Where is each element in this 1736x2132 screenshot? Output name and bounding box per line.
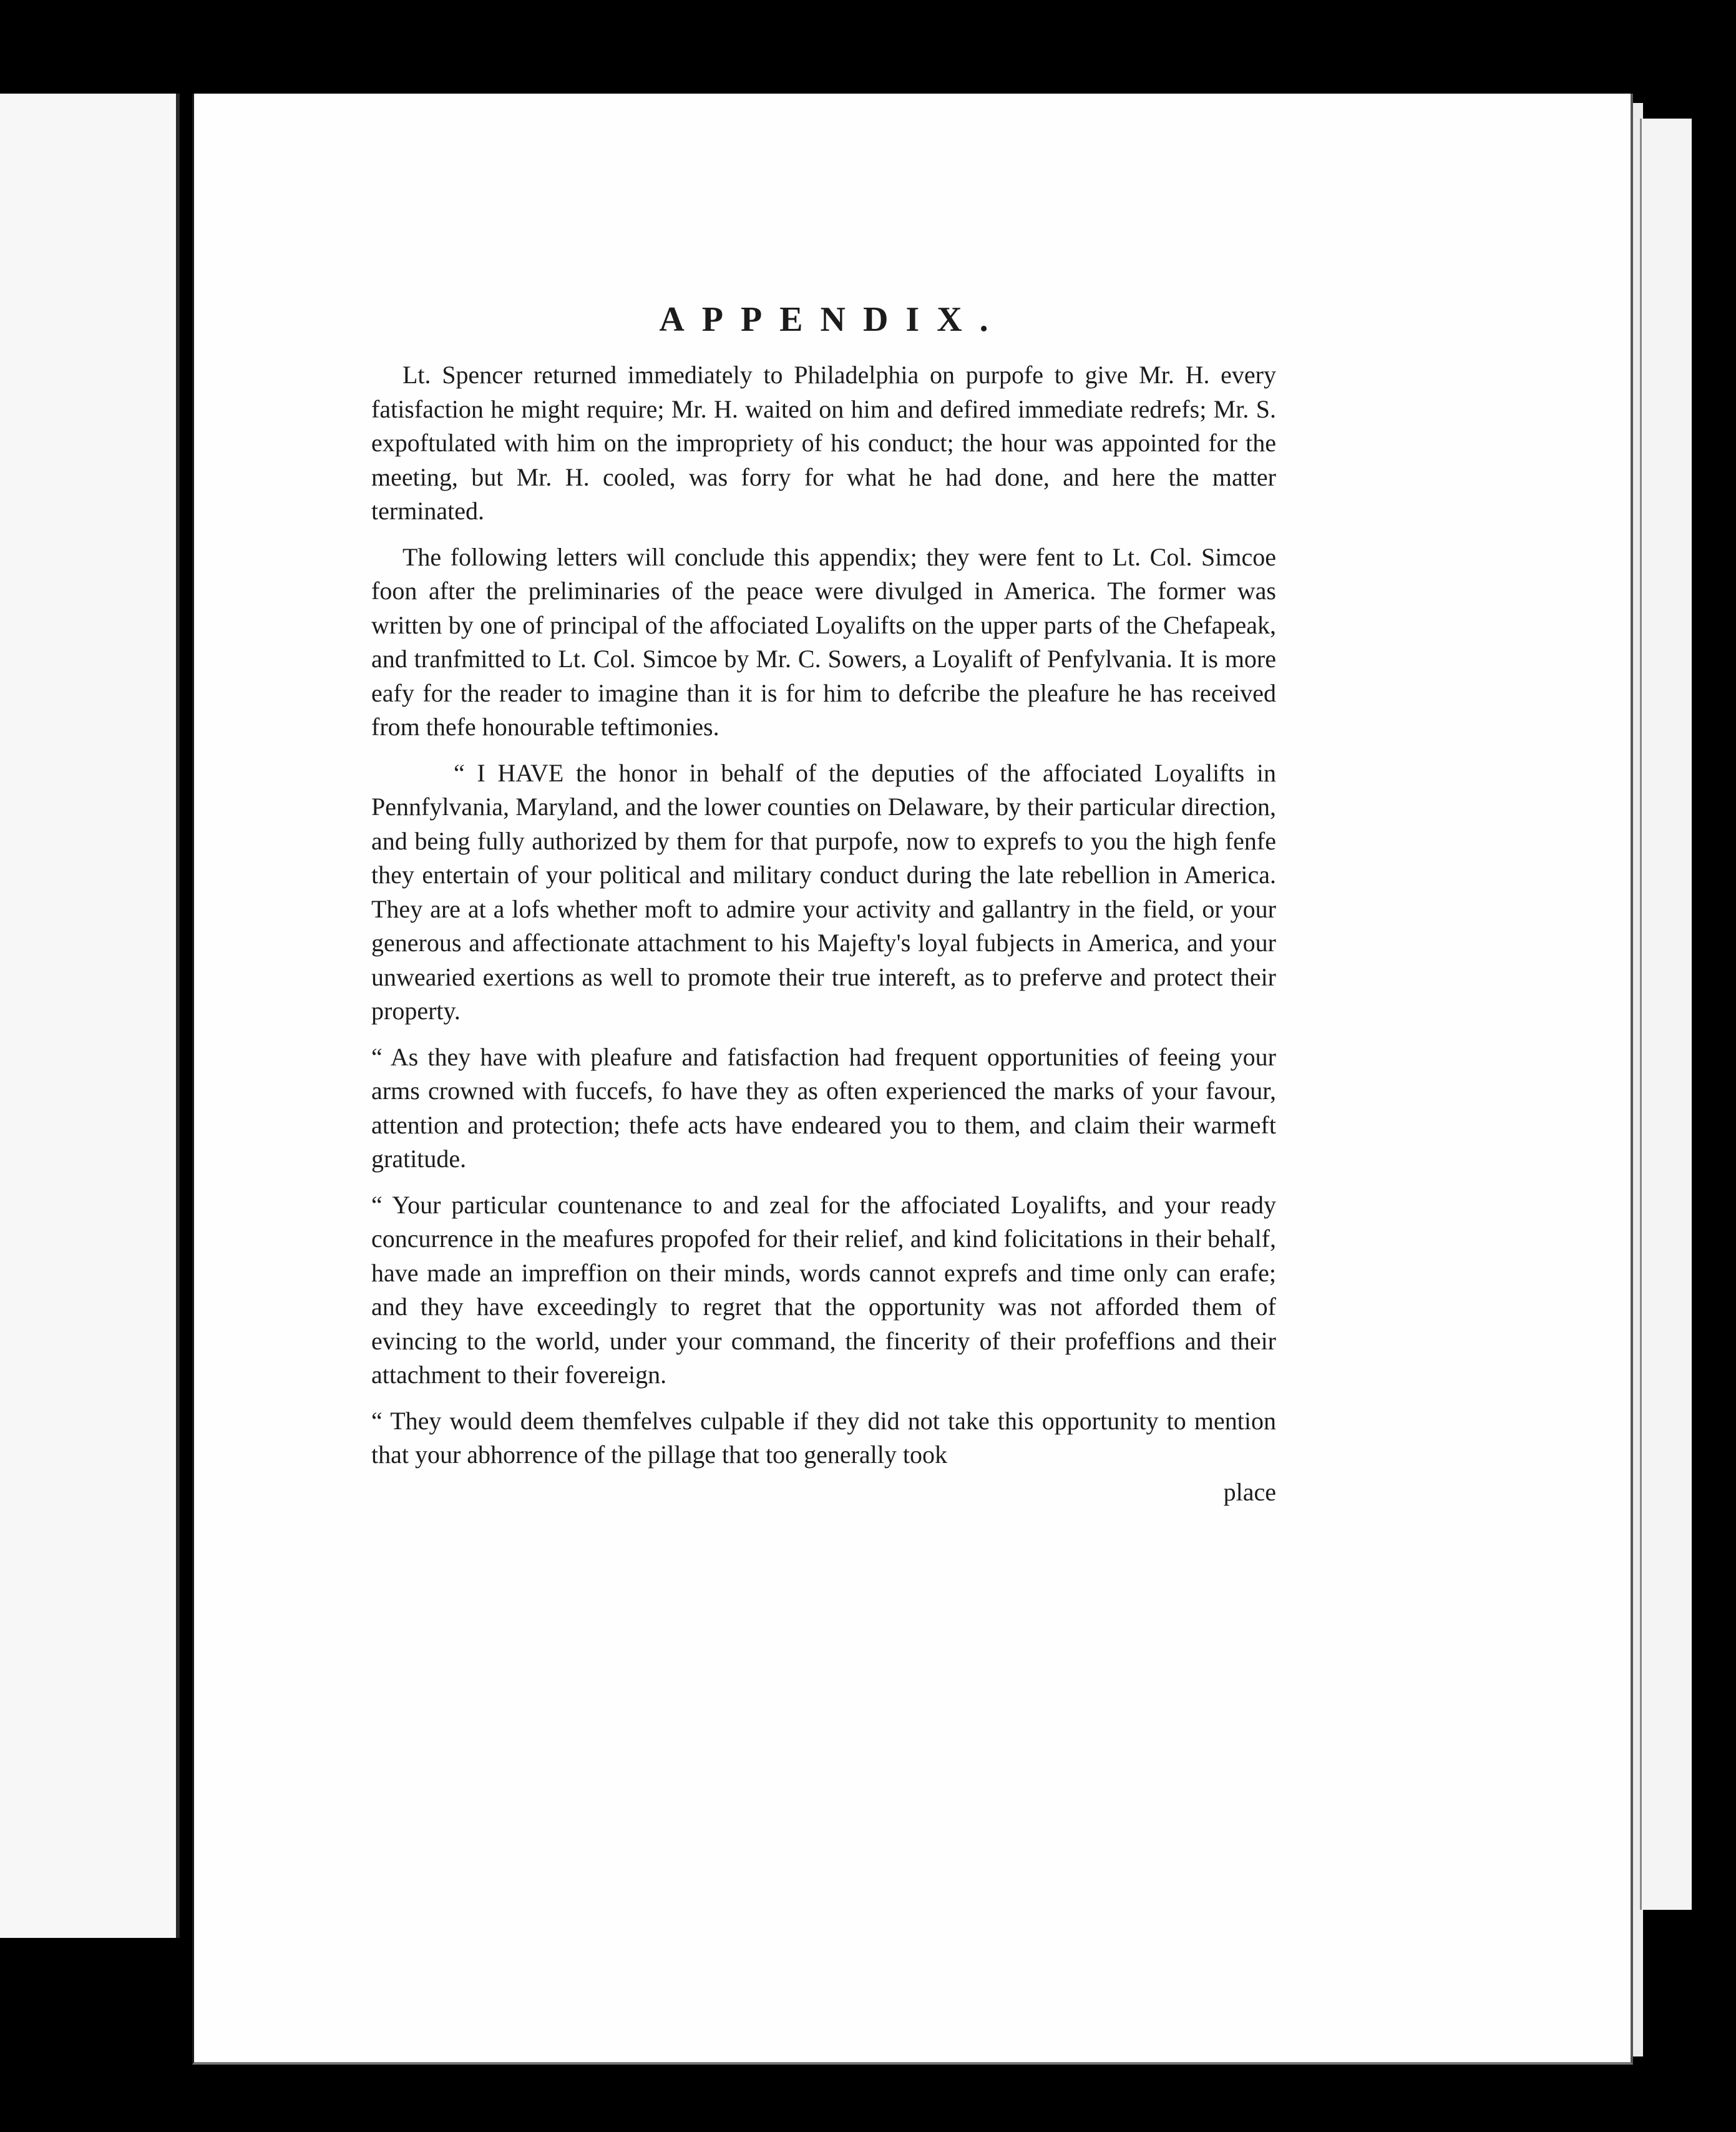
page-heading: APPENDIX.	[659, 300, 1006, 339]
catchword: place	[1223, 1477, 1276, 1506]
paragraph: Lt. Spencer returned immediately to Philadelphia on purpofe to give Mr. H. every fatisfaction he might require; Mr. H. waited on him and defired immediate redrefs; Mr. S. expoftulated with him on the impropriety of his conduct; the hour was appointed for the meeting, but Mr. H. cooled, was forry for what he had done, and here the matter terminated.	[371, 361, 1276, 525]
page-stack-edge-outer	[1640, 119, 1692, 1910]
page-text	[371, 300, 1276, 1509]
paragraph: The following letters will conclude this appendix; they were fent to Lt. Col. Simcoe foon after the preliminaries of the peace were divulged in America. The former was written by one of principal of the affociated Loyalifts on the upper parts of the Chefapeak, and tranfmitted to Lt. Col. Simcoe by Mr. C. Sowers, a Loyalift of Penfylvania. It is more eafy for the reader to imagine than it is for him to defcribe the pleafure he has received from thefe honourable teftimonies.	[371, 542, 1276, 741]
letter-paragraph: “ I HAVE the honor in behalf of the deputies of the affociated Loyalifts in Pennfylvania, Maryland, and the lower counties on Delaware, by their particular direction, and being fully authorized by them for that purpofe, now to exprefs to you the high fenfe they entertain of your political and military conduct during the late rebellion in America. They are at a lofs whether moft to admire your activity and gallantry in the field, or your generous and affectionate attachment to his Majefty's loyal fubjects in America, and your unwearied exertions as well to promote their true intereft, as to preferve and protect their property.	[371, 758, 1276, 1025]
facing-page-edge	[0, 94, 180, 1938]
letter-paragraph: “ Your particular countenance to and zeal for the affociated Loyalifts, and your ready concurrence in the meafures propofed for their relief, and kind folicitations in their behalf, have made an impreffion on their minds, words cannot exprefs and time only can erafe; and they have exceedingly to regret that the opportunity was not afforded them of evincing to the world, under your command, the fincerity of their profeffions and their attachment to their fovereign.	[371, 1190, 1276, 1389]
letter-paragraph: “ They would deem themfelves culpable if they did not take this opportunity to mention that your abhorrence of the pillage that too generally took	[371, 1406, 1276, 1469]
letter-paragraph: “ As they have with pleafure and fatisfaction had frequent opportunities of feeing your arms crowned with fuccefs, fo have they as often experienced the marks of your favour, attention and protection; thefe acts have endeared you to them, and claim their warmeft gratitude.	[371, 1042, 1276, 1173]
